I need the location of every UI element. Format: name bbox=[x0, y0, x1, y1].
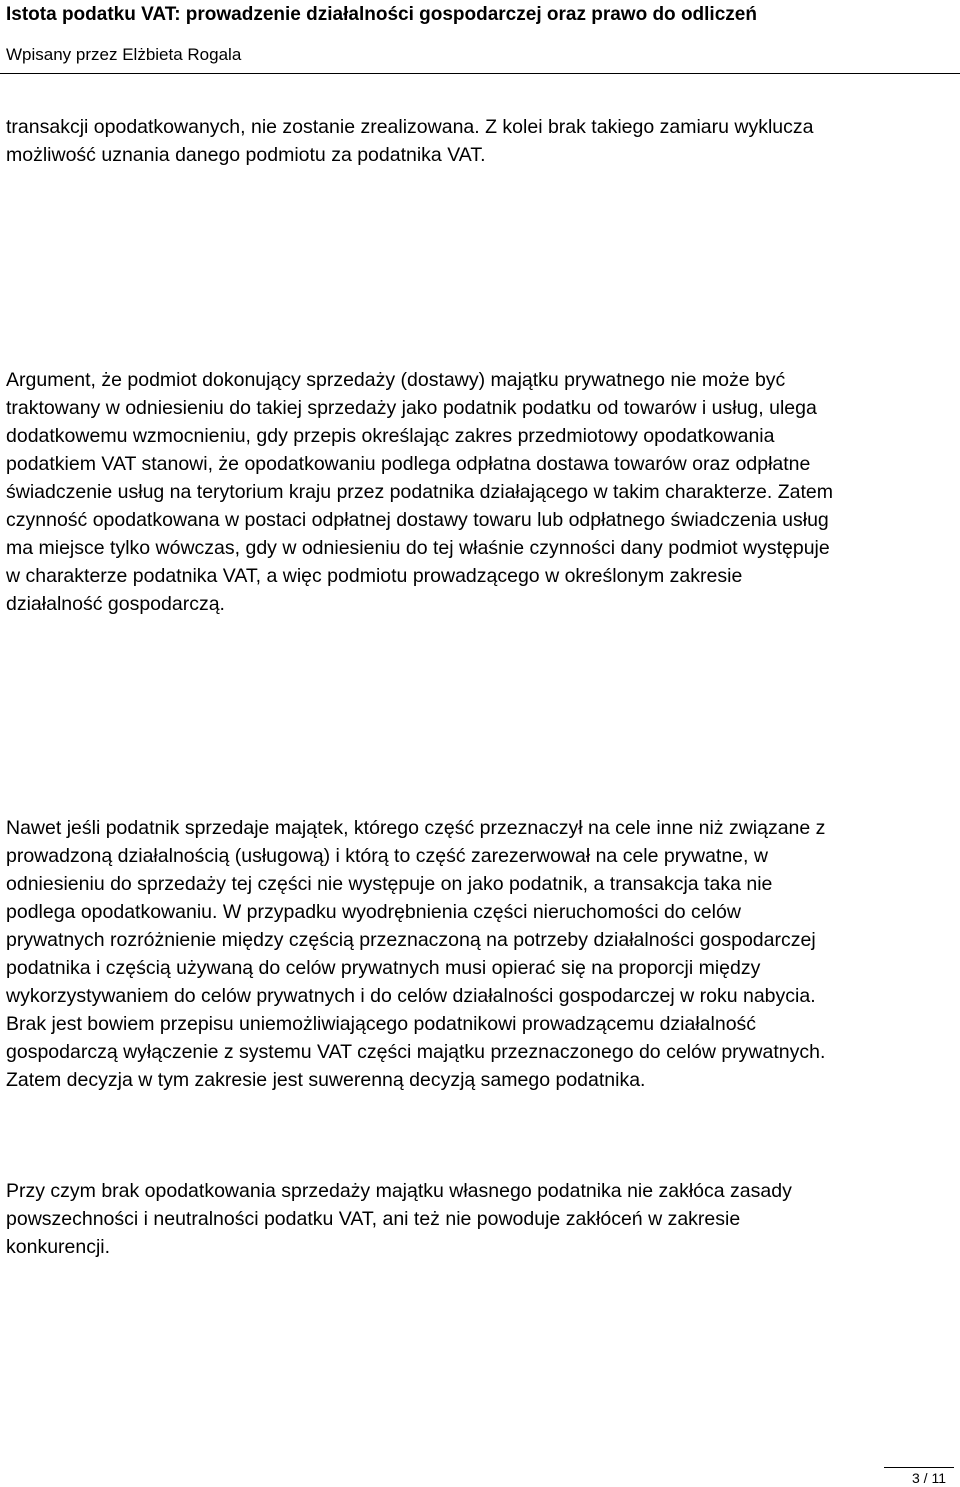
page-number: 3 / 11 bbox=[912, 1470, 946, 1486]
paragraph-2 bbox=[6, 366, 956, 618]
text-line: możliwość uznania danego podmiotu za podatnika VAT. bbox=[6, 144, 486, 166]
text-line: prowadzoną działalnością (usługową) i którą to część zarezerwował na cele prywatne, w bbox=[6, 845, 768, 867]
footer-divider bbox=[884, 1467, 954, 1468]
text-line: wykorzystywaniem do celów prywatnych i do celów działalności gospodarczej w roku nabycia. bbox=[6, 985, 816, 1007]
text-line: czynność opodatkowana w postaci odpłatnej dostawy towaru lub odpłatnego świadczenia usług bbox=[6, 509, 829, 531]
text-line: odniesieniu do sprzedaży tej części nie występuje on jako podatnik, a transakcja taka nie bbox=[6, 873, 773, 895]
text-line: Przy czym brak opodatkowania sprzedaży majątku własnego podatnika nie zakłóca zasady bbox=[6, 1180, 792, 1202]
text-line: transakcji opodatkowanych, nie zostanie zrealizowana. Z kolei brak takiego zamiaru wyklucza bbox=[6, 116, 814, 138]
text-line: dodatkowemu wzmocnieniu, gdy przepis określając zakres przedmiotowy opodatkowania bbox=[6, 425, 775, 447]
page-header bbox=[0, 0, 960, 74]
author-line: Wpisany przez Elżbieta Rogala bbox=[6, 45, 242, 64]
text-line: Nawet jeśli podatnik sprzedaje majątek, którego część przeznaczył na cele inne niż związane z bbox=[6, 817, 826, 839]
text-line: ma miejsce tylko wówczas, gdy w odniesieniu do tej właśnie czynności dany podmiot występuje bbox=[6, 537, 830, 559]
text-line: świadczenie usług na terytorium kraju przez podatnika działającego w takim charakterze. Zatem bbox=[6, 481, 833, 503]
text-line: Argument, że podmiot dokonujący sprzedaży (dostawy) majątku prywatnego nie może być bbox=[6, 369, 786, 391]
paragraph-1 bbox=[6, 113, 956, 169]
text-line: podatkiem VAT stanowi, że opodatkowaniu podlega odpłatna dostawa towarów oraz odpłatne bbox=[6, 453, 811, 475]
text-line: prywatnych rozróżnienie między częścią przeznaczoną na potrzeby działalności gospodarczej bbox=[6, 929, 816, 951]
text-line: gospodarczą wyłączenie z systemu VAT części majątku przeznaczonego do celów prywatnych. bbox=[6, 1041, 826, 1063]
text-line: powszechności i neutralności podatku VAT, ani też nie powoduje zakłóceń w zakresie bbox=[6, 1208, 741, 1230]
document-title: Istota podatku VAT: prowadzenie działalności gospodarczej oraz prawo do odliczeń bbox=[6, 4, 757, 25]
text-line: traktowany w odniesieniu do takiej sprzedaży jako podatnik podatku od towarów i usług, ulega bbox=[6, 397, 817, 419]
paragraph-4 bbox=[6, 1177, 956, 1261]
text-line: Brak jest bowiem przepisu uniemożliwiającego podatnikowi prowadzącemu działalność bbox=[6, 1013, 757, 1035]
paragraph-3 bbox=[6, 814, 956, 1094]
text-line: podlega opodatkowaniu. W przypadku wyodrębnienia części nieruchomości do celów bbox=[6, 901, 741, 923]
text-line: w charakterze podatnika VAT, a więc podmiotu prowadzącego w określonym zakresie bbox=[6, 565, 743, 587]
text-line: konkurencji. bbox=[6, 1236, 111, 1258]
text-line: działalność gospodarczą. bbox=[6, 593, 225, 615]
text-line: podatnika i częścią używaną do celów prywatnych musi opierać się na proporcji między bbox=[6, 957, 761, 979]
text-line: Zatem decyzja w tym zakresie jest suwerenną decyzją samego podatnika. bbox=[6, 1069, 646, 1091]
